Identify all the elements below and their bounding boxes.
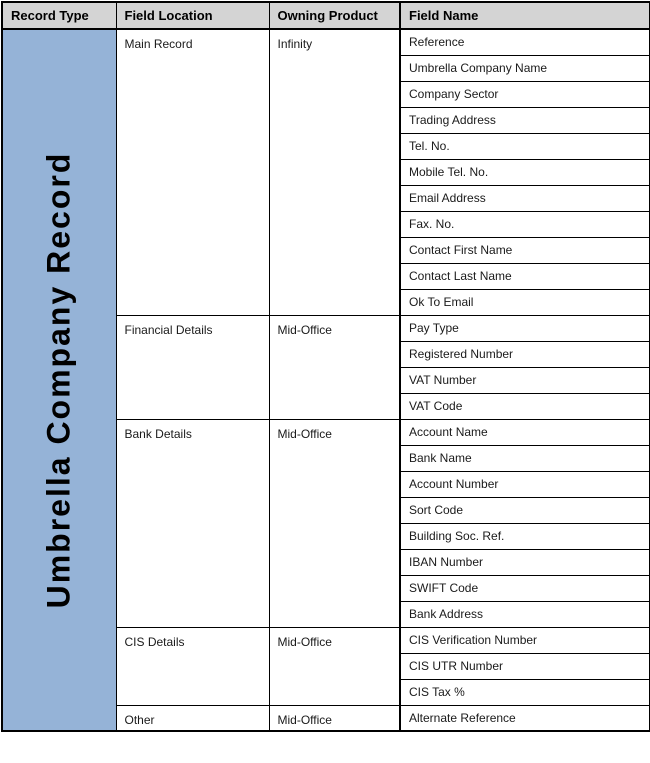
field-name-cell: Umbrella Company Name <box>400 55 650 81</box>
field-name-cell: VAT Number <box>400 367 650 393</box>
field-name-cell: Email Address <box>400 185 650 211</box>
owning-product-cell: Mid-Office <box>269 627 400 705</box>
field-name-cell: Tel. No. <box>400 133 650 159</box>
field-name-cell: Bank Name <box>400 445 650 471</box>
table-row <box>2 29 650 55</box>
owning-product-cell: Mid-Office <box>269 419 400 627</box>
owning-product-cell: Mid-Office <box>269 315 400 419</box>
field-name-cell: Account Number <box>400 471 650 497</box>
header-row <box>2 2 650 29</box>
field-name-cell: Sort Code <box>400 497 650 523</box>
record-type-label: Umbrella Company Record <box>40 151 77 609</box>
field-name-cell: CIS Tax % <box>400 679 650 705</box>
field-name-cell: Fax. No. <box>400 211 650 237</box>
field-name-cell: Building Soc. Ref. <box>400 523 650 549</box>
field-name-cell: Trading Address <box>400 107 650 133</box>
field-name-cell: VAT Code <box>400 393 650 419</box>
header-record-type: Record Type <box>2 2 116 29</box>
field-name-cell: SWIFT Code <box>400 575 650 601</box>
field-location-cell: Main Record <box>116 29 269 315</box>
field-location-cell: Financial Details <box>116 315 269 419</box>
field-location-cell: CIS Details <box>116 627 269 705</box>
field-name-cell: Company Sector <box>400 81 650 107</box>
header-owning-product: Owning Product <box>269 2 400 29</box>
field-name-cell: Contact Last Name <box>400 263 650 289</box>
table-header <box>2 2 650 29</box>
field-definition-table <box>1 1 650 732</box>
field-name-cell: Reference <box>400 29 650 55</box>
table-body <box>2 29 650 731</box>
field-location-cell: Other <box>116 705 269 731</box>
field-name-cell: Account Name <box>400 419 650 445</box>
field-name-cell: Contact First Name <box>400 237 650 263</box>
owning-product-cell: Mid-Office <box>269 705 400 731</box>
field-name-cell: CIS Verification Number <box>400 627 650 653</box>
field-name-cell: Bank Address <box>400 601 650 627</box>
field-name-cell: Registered Number <box>400 341 650 367</box>
record-type-cell <box>2 29 116 731</box>
field-name-cell: IBAN Number <box>400 549 650 575</box>
header-field-location: Field Location <box>116 2 269 29</box>
field-name-cell: Alternate Reference <box>400 705 650 731</box>
owning-product-cell: Infinity <box>269 29 400 315</box>
field-location-cell: Bank Details <box>116 419 269 627</box>
field-name-cell: Mobile Tel. No. <box>400 159 650 185</box>
header-field-name: Field Name <box>400 2 650 29</box>
field-name-cell: Pay Type <box>400 315 650 341</box>
field-name-cell: Ok To Email <box>400 289 650 315</box>
field-name-cell: CIS UTR Number <box>400 653 650 679</box>
